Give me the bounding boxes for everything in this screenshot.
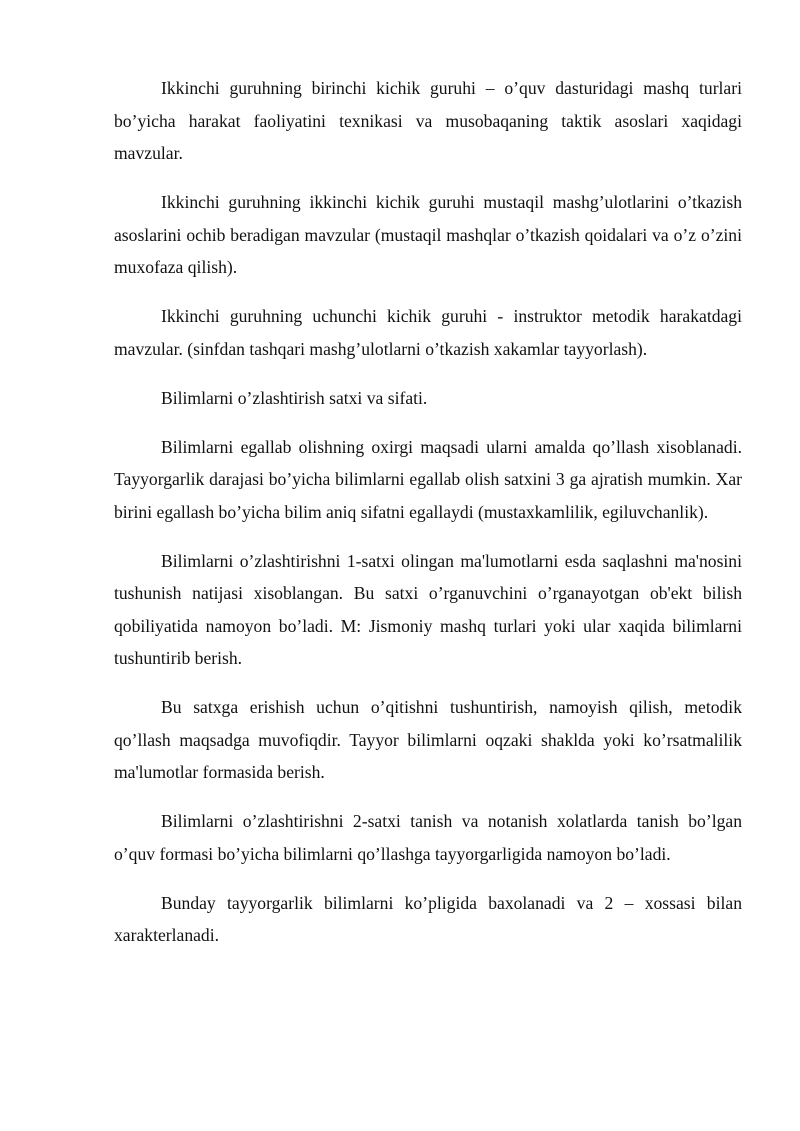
paragraph-3: Ikkinchi guruhning uchunchi kichik guruhi - instruktor metodik harakatdagi mavzular. (sinfdan tashqari mashg’ulotlarni o’tkazish xakamlar tayyorlash). bbox=[114, 306, 742, 359]
paragraph-7: Bu satxga erishish uchun o’qitishni tushuntirish, namoyish qilish, metodik qo’llash maqsadga muvofiqdir. Tayyor bilimlarni oqzaki shaklda yoki ko’rsatmalilik ma'lumotlar formasida berish. bbox=[114, 697, 742, 782]
paragraph-5: Bilimlarni egallab olishning oxirgi maqsadi ularni amalda qo’llash xisoblanadi. Tayyorgarlik darajasi bo’yicha bilimlarni egallab olish satxini 3 ga ajratish mumkin. Xar birini egallash bo’yicha bilim aniq sifatni egallaydi (mustaxkamlilik, egiluvchanlik). bbox=[114, 436, 742, 522]
paragraph-9: Bunday tayyorgarlik bilimlarni ko’pligida baxolanadi va 2 – xossasi bilan xarakterlanadi. bbox=[114, 892, 742, 945]
paragraph-6: Bilimlarni o’zlashtirishni 1-satxi olingan ma'lumotlarni esda saqlashni ma'nosini tushunish natijasi xisoblangan. Bu satxi o’rganuvchini o’rganayotgan ob'ekt bilish qobiliyatida namoyon bo’ladi. M: Jismoniy mashq turlari yoki ular xaqida bilimlarni tushuntirib berish. bbox=[114, 550, 742, 668]
paragraph-8: Bilimlarni o’zlashtirishni 2-satxi tanish va notanish xolatlarda tanish bo’lgan o’quv formasi bo’yicha bilimlarni qo’llashga tayyorgarligida namoyon bo’ladi. bbox=[114, 811, 742, 864]
document-body bbox=[114, 72, 742, 968]
paragraph-1: Ikkinchi guruhning birinchi kichik guruhi – o’quv dasturidagi mashq turlari bo’yicha harakat faoliyatini texnikasi va musobaqaning taktik asoslari xaqidagi mavzular. bbox=[114, 78, 742, 163]
paragraph-4: Bilimlarni o’zlashtirish satxi va sifati. bbox=[161, 387, 428, 408]
paragraph-2: Ikkinchi guruhning ikkinchi kichik guruhi mustaqil mashg’ulotlarini o’tkazish asoslarini ochib beradigan mavzular (mustaqil mashqlar o’tkazish qoidalari va o’z o’zini muxofaza qilish). bbox=[114, 192, 742, 277]
